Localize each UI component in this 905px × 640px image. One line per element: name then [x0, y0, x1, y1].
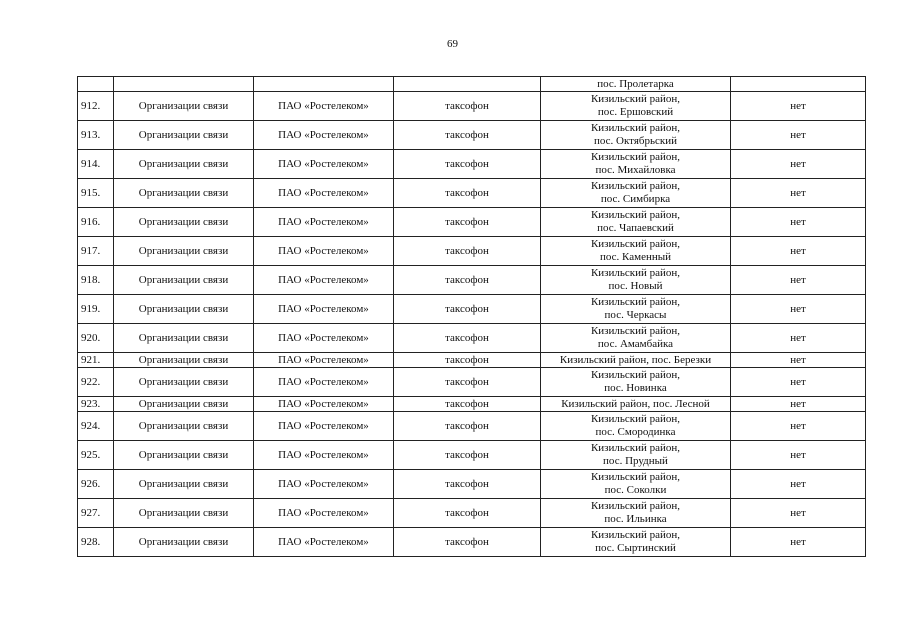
address-line: Кизильский район,	[590, 238, 681, 250]
address-line: Кизильский район,	[590, 369, 681, 381]
address-cell	[541, 179, 731, 208]
value-cell: нет	[731, 92, 866, 121]
owner-cell: ПАО «Ростелеком»	[254, 121, 394, 150]
type-cell: таксофон	[394, 397, 541, 412]
table-row	[78, 179, 866, 208]
table-row	[78, 208, 866, 237]
category-cell: Организации связи	[114, 266, 254, 295]
type-cell: таксофон	[394, 237, 541, 266]
table-row	[78, 528, 866, 557]
owner-cell: ПАО «Ростелеком»	[254, 397, 394, 412]
address-line: Кизильский район,	[590, 93, 681, 105]
category-cell: Организации связи	[114, 237, 254, 266]
address-line: Кизильский район,	[590, 296, 681, 308]
owner-cell: ПАО «Ростелеком»	[254, 208, 394, 237]
category-cell: Организации связи	[114, 92, 254, 121]
address-line: пос. Симбирка	[600, 193, 671, 205]
address-cell	[541, 353, 731, 368]
table-row	[78, 237, 866, 266]
address-line: пос. Михайловка	[595, 164, 676, 176]
address-line: пос. Сыртинский	[595, 542, 676, 554]
num-cell: 921.	[78, 353, 114, 368]
category-cell: Организации связи	[114, 353, 254, 368]
address-line: Кизильский район,	[590, 209, 681, 221]
table-row	[78, 121, 866, 150]
category-cell: Организации связи	[114, 441, 254, 470]
address-line: пос. Новинка	[604, 382, 667, 394]
address-line: пос. Ершовский	[597, 106, 674, 118]
address-line: пос. Соколки	[604, 484, 667, 496]
value-cell: нет	[731, 237, 866, 266]
table-row	[78, 266, 866, 295]
address-line: пос. Черкасы	[604, 309, 667, 321]
address-cell	[541, 295, 731, 324]
address-cell	[541, 92, 731, 121]
value-cell: нет	[731, 121, 866, 150]
owner-cell: ПАО «Ростелеком»	[254, 179, 394, 208]
address-cell	[541, 150, 731, 179]
table-row	[78, 150, 866, 179]
type-cell: таксофон	[394, 179, 541, 208]
table-row	[78, 441, 866, 470]
type-cell: таксофон	[394, 266, 541, 295]
value-cell: нет	[731, 150, 866, 179]
num-cell: 914.	[78, 150, 114, 179]
value-cell: нет	[731, 208, 866, 237]
num-cell: 915.	[78, 179, 114, 208]
num-cell: 925.	[78, 441, 114, 470]
value-cell: нет	[731, 295, 866, 324]
category-cell: Организации связи	[114, 208, 254, 237]
num-cell: 922.	[78, 368, 114, 397]
table-row	[78, 470, 866, 499]
category-cell: Организации связи	[114, 179, 254, 208]
value-cell: нет	[731, 528, 866, 557]
owner-cell: ПАО «Ростелеком»	[254, 295, 394, 324]
owner-cell: ПАО «Ростелеком»	[254, 92, 394, 121]
owner-cell: ПАО «Ростелеком»	[254, 528, 394, 557]
value-cell: нет	[731, 368, 866, 397]
category-cell: Организации связи	[114, 295, 254, 324]
continuation-row	[78, 77, 866, 92]
type-cell: таксофон	[394, 92, 541, 121]
address-line: пос. Новый	[608, 280, 663, 292]
type-cell: таксофон	[394, 208, 541, 237]
owner-cell: ПАО «Ростелеком»	[254, 150, 394, 179]
table-body	[78, 77, 866, 557]
owner-cell: ПАО «Ростелеком»	[254, 368, 394, 397]
address-line: Кизильский район,	[590, 471, 681, 483]
owner-cell: ПАО «Ростелеком»	[254, 499, 394, 528]
type-cell: таксофон	[394, 150, 541, 179]
table-row	[78, 324, 866, 353]
num-cell: 923.	[78, 397, 114, 412]
num-cell: 917.	[78, 237, 114, 266]
table-row	[78, 412, 866, 441]
num-cell: 920.	[78, 324, 114, 353]
type-cell: таксофон	[394, 528, 541, 557]
address-line: Кизильский район, пос. Березки	[559, 353, 712, 366]
address-cell	[541, 470, 731, 499]
address-cell	[541, 412, 731, 441]
category-cell: Организации связи	[114, 412, 254, 441]
type-cell: таксофон	[394, 441, 541, 470]
page-number: 69	[447, 38, 458, 50]
address-cell	[541, 208, 731, 237]
address-cell	[541, 237, 731, 266]
address-line: пос. Октябрьский	[593, 135, 678, 147]
num-cell: 912.	[78, 92, 114, 121]
type-cell: таксофон	[394, 368, 541, 397]
category-cell	[114, 77, 254, 92]
owner-cell	[254, 77, 394, 92]
owner-cell: ПАО «Ростелеком»	[254, 441, 394, 470]
type-cell: таксофон	[394, 353, 541, 368]
address-line: пос. Амамбайка	[597, 338, 674, 350]
value-cell	[731, 77, 866, 92]
value-cell: нет	[731, 441, 866, 470]
owner-cell: ПАО «Ростелеком»	[254, 324, 394, 353]
address-cell	[541, 121, 731, 150]
address-line: пос. Смородинка	[595, 426, 676, 438]
owner-cell: ПАО «Ростелеком»	[254, 412, 394, 441]
address-line: Кизильский район,	[590, 413, 681, 425]
address-line: Кизильский район,	[590, 267, 681, 279]
num-cell	[78, 77, 114, 92]
num-cell: 916.	[78, 208, 114, 237]
value-cell: нет	[731, 412, 866, 441]
type-cell	[394, 77, 541, 92]
num-cell: 913.	[78, 121, 114, 150]
address-line: Кизильский район,	[590, 442, 681, 454]
owner-cell: ПАО «Ростелеком»	[254, 353, 394, 368]
address-cell	[541, 397, 731, 412]
address-line: Кизильский район,	[590, 529, 681, 541]
table-row	[78, 92, 866, 121]
value-cell: нет	[731, 397, 866, 412]
address-cell	[541, 368, 731, 397]
category-cell: Организации связи	[114, 499, 254, 528]
category-cell: Организации связи	[114, 150, 254, 179]
type-cell: таксофон	[394, 470, 541, 499]
address-line: Кизильский район,	[590, 180, 681, 192]
address-cell: пос. Пролетарка	[541, 77, 731, 92]
type-cell: таксофон	[394, 324, 541, 353]
table-row	[78, 353, 866, 368]
category-cell: Организации связи	[114, 528, 254, 557]
num-cell: 918.	[78, 266, 114, 295]
category-cell: Организации связи	[114, 324, 254, 353]
num-cell: 926.	[78, 470, 114, 499]
table-row	[78, 499, 866, 528]
num-cell: 924.	[78, 412, 114, 441]
address-line: пос. Чапаевский	[597, 222, 674, 234]
table-row	[78, 368, 866, 397]
type-cell: таксофон	[394, 412, 541, 441]
address-cell	[541, 266, 731, 295]
type-cell: таксофон	[394, 499, 541, 528]
address-line: Кизильский район,	[590, 122, 681, 134]
num-cell: 919.	[78, 295, 114, 324]
table-row	[78, 295, 866, 324]
address-cell	[541, 441, 731, 470]
value-cell: нет	[731, 324, 866, 353]
address-line: пос. Прудный	[603, 455, 668, 467]
table-row	[78, 397, 866, 412]
address-line: Кизильский район,	[590, 500, 681, 512]
value-cell: нет	[731, 470, 866, 499]
value-cell: нет	[731, 179, 866, 208]
address-line: пос. Каменный	[599, 251, 671, 263]
address-cell	[541, 528, 731, 557]
type-cell: таксофон	[394, 121, 541, 150]
type-cell: таксофон	[394, 295, 541, 324]
address-cell	[541, 324, 731, 353]
address-cell	[541, 499, 731, 528]
address-line: Кизильский район,	[590, 151, 681, 163]
category-cell: Организации связи	[114, 368, 254, 397]
num-cell: 928.	[78, 528, 114, 557]
owner-cell: ПАО «Ростелеком»	[254, 266, 394, 295]
registry-table	[77, 76, 866, 557]
category-cell: Организации связи	[114, 470, 254, 499]
category-cell: Организации связи	[114, 121, 254, 150]
num-cell: 927.	[78, 499, 114, 528]
owner-cell: ПАО «Ростелеком»	[254, 237, 394, 266]
owner-cell: ПАО «Ростелеком»	[254, 470, 394, 499]
address-line: Кизильский район, пос. Лесной	[561, 397, 710, 410]
category-cell: Организации связи	[114, 397, 254, 412]
value-cell: нет	[731, 353, 866, 368]
address-line: пос. Ильинка	[604, 513, 667, 525]
value-cell: нет	[731, 499, 866, 528]
value-cell: нет	[731, 266, 866, 295]
address-line: Кизильский район,	[590, 325, 681, 337]
